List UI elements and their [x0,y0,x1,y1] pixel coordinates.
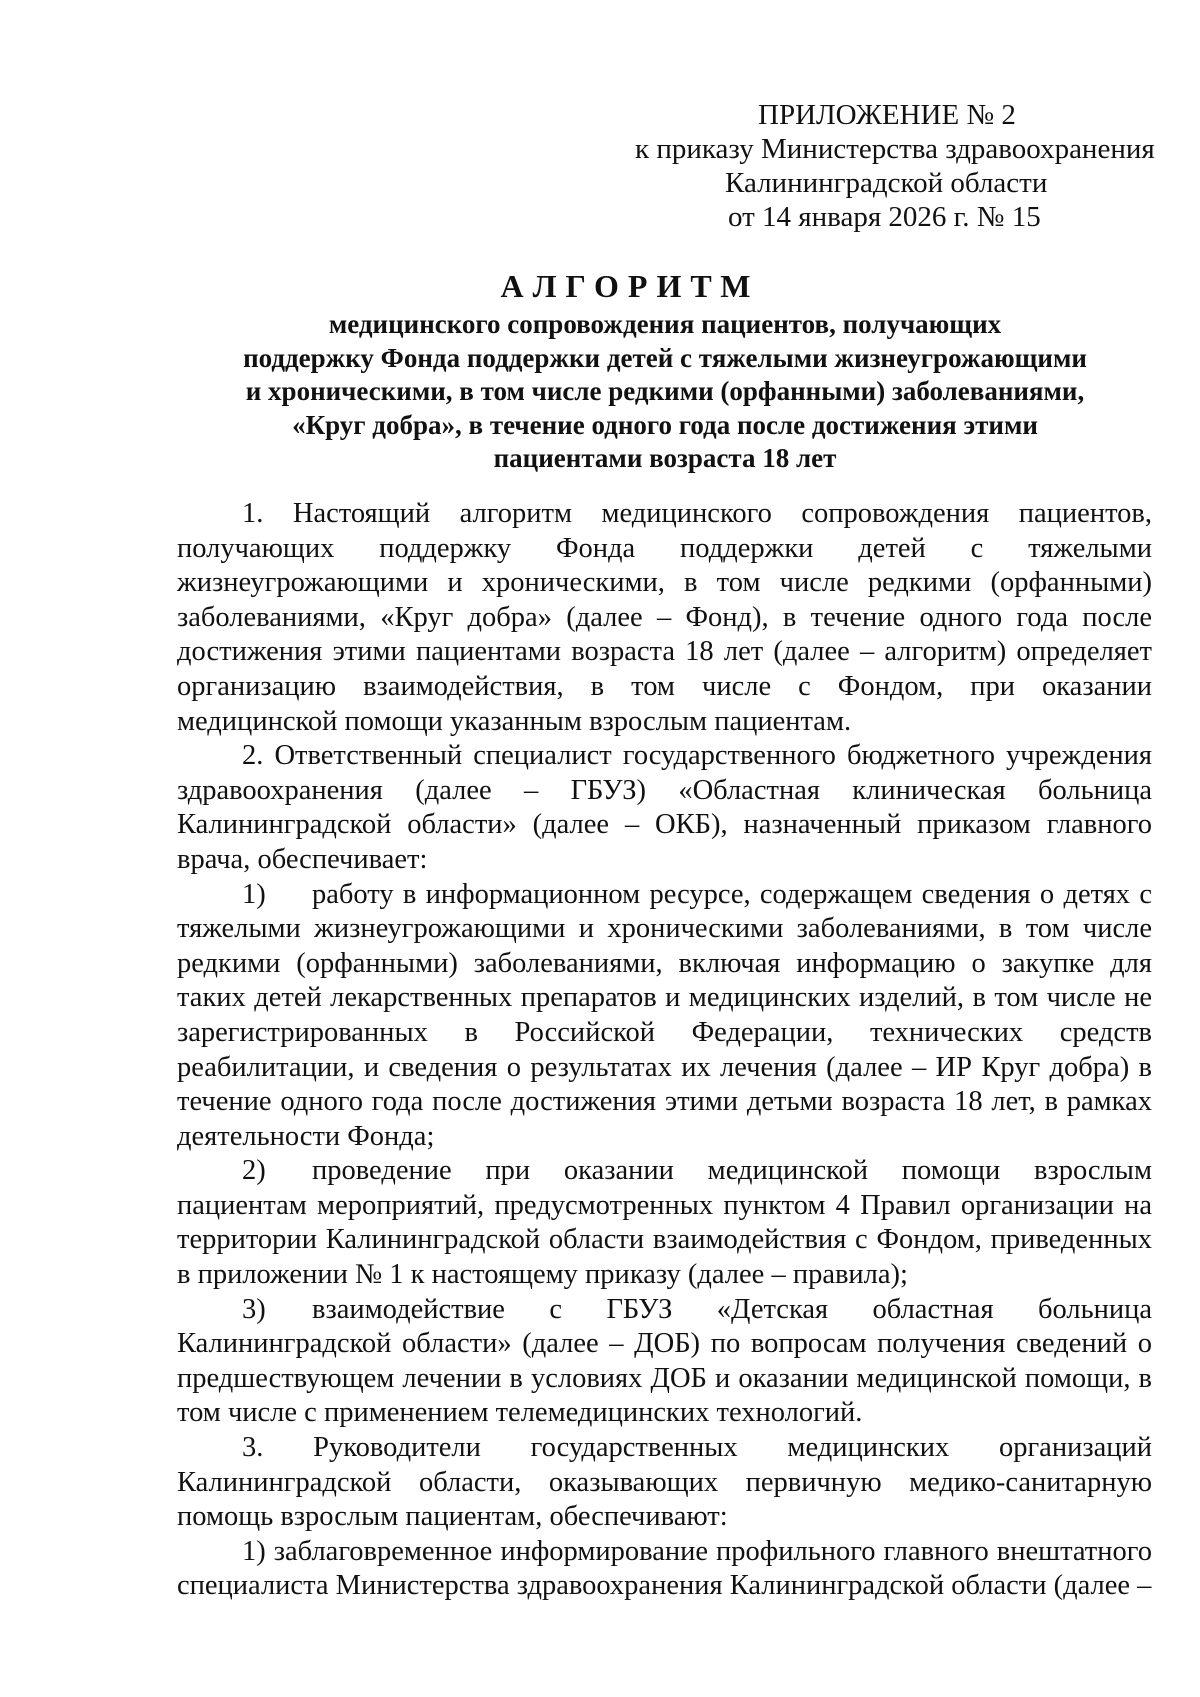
document-body [177,497,1152,1604]
appendix-header [630,98,1155,234]
appendix-date-number: от 14 января 2026 г. № 15 [728,201,1041,233]
paragraph-2-item-2 [177,1154,1152,1292]
item-number: 2) [242,1155,266,1187]
appendix-order-reference: к приказу Министерства здравоохранения [635,133,1155,165]
item-number: 3) [242,1293,266,1325]
item-text: работу в информационном ресурсе, содержащем сведения о детях с тяжелыми жизнеугрожающими и хроническими заболеваниями, в том числе редкими (орфанными) заболеваниями, включая информацию о закупке для таких детей лекарственных препаратов и медицинских изделий, в том числе не зарегистрированных в Российской Федерации, технических средств реабилитации, и сведения о результатах их лечения (далее – ИР Круг добра) в течение одного года после достижения этими детьми возраста 18 лет, в рамках деятельности Фонда; [177,878,1152,1152]
appendix-region: Калининградской области [725,167,1048,199]
appendix-title: ПРИЛОЖЕНИЕ № 2 [758,99,1016,131]
item-text: проведение при оказании медицинской помощи взрослым пациентам мероприятий, предусмотренных пунктом 4 Правил организации на территории Калининградской области взаимодействия с Фондом, приведенных в приложении № 1 к настоящему приказу (далее – правила); [177,1155,1152,1291]
paragraph-2: 2. Ответственный специалист государственного бюджетного учреждения здравоохранения (далее – ГБУЗ) «Областная клиническая больница Калининградской области» (далее – ОКБ), назначенный приказом главного врача, обеспечивает: [177,740,1152,875]
paragraph-3: 3. Руководители государственных медицинских организаций Калининградской области, оказывающих первичную медико-санитарную помощь взрослым пациентам, обеспечивают: [177,1432,1152,1533]
paragraph-2-item-1 [177,878,1152,1155]
subtitle-line: и хроническими, в том числе редкими (орфанными) заболеваниями, [245,376,1085,406]
item-text: взаимодействие с ГБУЗ «Детская областная больница Калининградской области» (далее – ДОБ) по вопросам получения сведений о предшествующем лечении в условиях ДОБ и оказании медицинской помощи, в том числе с применением телемедицинских технологий. [177,1293,1152,1429]
document-subtitle [170,308,1160,476]
paragraph-2-item-3 [177,1293,1152,1431]
subtitle-line: «Круг добра», в течение одного года после достижения этими [292,409,1038,440]
subtitle-line: поддержку Фонда поддержки детей с тяжелыми жизнеугрожающими [243,342,1087,373]
paragraph-1: 1. Настоящий алгоритм медицинского сопровождения пациентов, получающих поддержку Фонда поддержки детей с тяжелыми жизнеугрожающими и хроническими, в том числе редкими (орфанными) заболеваниями, «Круг добра» (далее – Фонд), в течение одного года после достижения этими пациентами возраста 18 лет (далее – алгоритм) определяет организацию взаимодействия, в том числе с Фондом, при оказании медицинской помощи указанным взрослым пациентам. [177,498,1152,737]
subtitle-line: медицинского сопровождения пациентов, получающих [328,309,1002,339]
paragraph-3-item-1: 1) заблаговременное информирование профильного главного внештатного специалиста Министерства здравоохранения Калининградской области (далее – [177,1535,1152,1602]
item-number: 1) [242,878,266,910]
document-title: АЛГОРИТМ [500,268,760,304]
subtitle-line: пациентами возраста 18 лет [493,443,837,473]
